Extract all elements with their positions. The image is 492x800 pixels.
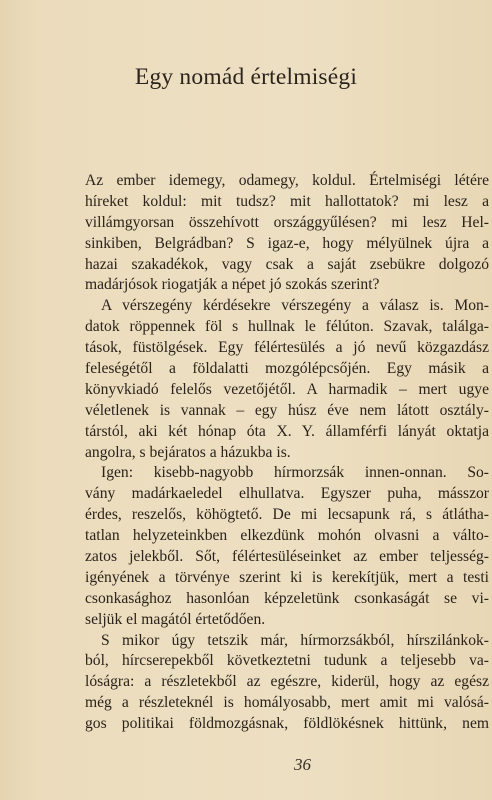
text-line: érdes, reszelős, köhögtető. De mi lecsapunk rá, s átlátha-: [85, 506, 489, 524]
text-line: S mikor úgy tetszik már, hírmorzsákból, hírszilánkok-: [101, 631, 489, 649]
text-line: zatos jelekből. Sőt, félértesüléseinket az ember teljesség-: [85, 548, 489, 566]
chapter-title: Egy nomád értelmiségi: [134, 64, 358, 90]
text-line: angolra, s bejáratos a házukba is.: [85, 443, 291, 461]
text-line: tások, füstölgések. Egy félértesülés a jó nevű közgazdász: [85, 339, 489, 357]
text-line: csonkasághoz hasonlóan képzeletünk csonkaságát se vi-: [85, 589, 489, 607]
text-line: véletlenek is vannak – egy húsz éve nem látott osztály-: [85, 401, 489, 419]
body-text: [85, 171, 489, 735]
text-line: vány madárkaeledel elhullatva. Egyszer puha, másszor: [85, 485, 489, 503]
text-line: A vérszegény kérdésekre vérszegény a válasz is. Mon-: [101, 297, 489, 315]
text-line: datok röppennek föl s hullnak le félúton. Szavak, találga-: [85, 318, 489, 336]
text-line: társtól, aki két hónap óta X. Y. államférfi lányát oktatja: [85, 422, 489, 440]
text-line: könyvkiadó felelős vezetőjétől. A harmadik – mert ugye: [85, 380, 489, 398]
text-line: feleségétől a földalatti mozgólépcsőjén. Egy másik a: [85, 360, 489, 378]
text-line: seljük el magától értetődően.: [85, 610, 266, 628]
page-number: 36: [294, 755, 311, 774]
text-line: híreket koldul: mit tudsz? mit hallottatok? mi lesz a: [85, 192, 489, 210]
text-line: madárjósok riogatják a népet jó szokás szerint?: [85, 276, 380, 294]
text-line: hazai szakadékok, vagy csak a saját zsebükre dolgozó: [85, 255, 489, 273]
text-line: még a részleteknél is homályosabb, mert amit mi valósá-: [85, 694, 489, 712]
text-line: igényének a törvénye szerint ki is kerekítjük, mert a testi: [85, 568, 489, 586]
text-line: tatlan helyzeteinkben elkezdünk mohón olvasni a válto-: [85, 527, 489, 545]
text-line: ból, hírcserepekből következtetni tudunk a teljesebb va-: [85, 652, 489, 670]
text-line: Igen: kisebb-nagyobb hírmorzsák innen-onnan. So-: [101, 464, 489, 482]
text-line: sinkiben, Belgrádban? S igaz-e, hogy mélyülnek újra a: [85, 234, 489, 252]
text-line: villámgyorsan összehívott országgyűlésen? mi lesz Hel-: [85, 213, 489, 231]
text-line: gos politikai földmozgásnak, földlökésnek hittünk, nem: [85, 715, 489, 733]
text-line: lóságra: a részletekből az egészre, kiderül, hogy az egész: [85, 673, 489, 691]
text-line: Az ember idemegy, odamegy, koldul. Értelmiségi létére: [85, 172, 489, 189]
